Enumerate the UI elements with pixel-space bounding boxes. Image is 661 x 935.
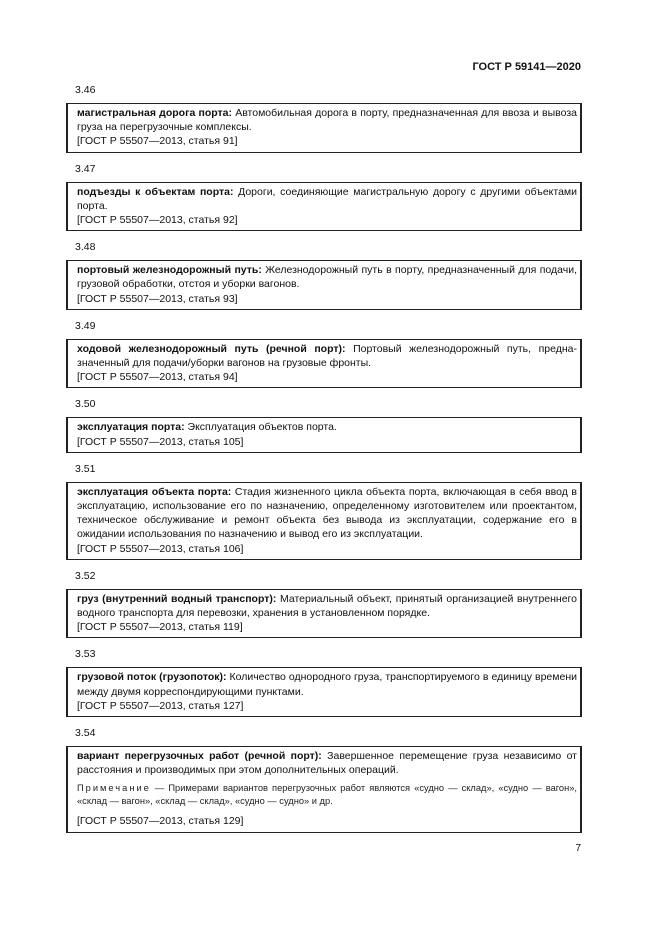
term-entry [66, 398, 582, 452]
term-reference: [ГОСТ Р 55507—2013, статья 94] [77, 371, 238, 384]
term-definition: Материальный объект, принятый организацией внутреннего водного транспорта для перевозки, хранения в установленном порядке. [77, 592, 577, 620]
term-reference: [ГОСТ Р 55507—2013, статья 127] [77, 699, 244, 712]
term-number: 3.48 [75, 241, 96, 254]
term-definition: Количество однородного груза, транспортируемого в единицу времени между двумя корреспондирующими пунктами. [77, 671, 577, 698]
term-title: ходовой железнодорожный путь (речной порт): [77, 342, 346, 355]
term-number: 3.53 [75, 648, 96, 661]
term-definition: Автомобильная дорога в порту, предназначенная для ввоза и вывоза груза на перегрузочные комплексы. [77, 107, 577, 134]
term-reference: [ГОСТ Р 55507—2013, статья 92] [77, 214, 238, 227]
term-box [66, 746, 582, 833]
term-box [66, 589, 582, 639]
term-title: вариант перегрузочных работ (речной порт): [77, 750, 322, 763]
term-number: 3.54 [75, 727, 96, 740]
term-reference: [ГОСТ Р 55507—2013, статья 93] [77, 292, 238, 305]
term-reference: [ГОСТ Р 55507—2013, статья 105] [77, 435, 244, 448]
term-reference: [ГОСТ Р 55507—2013, статья 91] [77, 135, 238, 148]
note-text: — Примерами вариантов перегрузочных работ являются «судно — склад», «судно — вагон», «склад — вагон», «склад — склад», «судно — судно» и др. [77, 783, 577, 807]
term-number: 3.46 [75, 84, 96, 96]
term-entry [66, 320, 582, 389]
term-definition: Железнодорожный путь в порту, предназначенный для подачи, грузовой обработки, отстоя и уборки вагонов. [77, 264, 577, 291]
term-entry [66, 727, 582, 833]
term-title: магистральная дорога порта: [77, 107, 232, 119]
term-definition: Дороги, соединяющие магистральную дорогу с другими объектами порта. [77, 185, 577, 212]
term-entry [66, 570, 582, 639]
document-id: ГОСТ Р 59141—2020 [472, 61, 581, 73]
term-entry [66, 241, 582, 310]
term-entry [66, 163, 582, 232]
term-entry [66, 84, 582, 153]
term-definition: Портовый железнодорожный путь, предназначенный для подачи/уборки вагонов на грузовые фронты. [77, 342, 577, 370]
term-number: 3.50 [75, 398, 96, 411]
term-entry [66, 463, 582, 560]
term-box [66, 417, 582, 452]
term-number: 3.51 [75, 462, 96, 475]
term-note [77, 782, 577, 808]
term-box [66, 339, 582, 389]
term-title: эксплуатация порта: [77, 421, 185, 434]
page-number: 7 [575, 843, 581, 854]
terms-list [66, 84, 582, 843]
term-reference: [ГОСТ Р 55507—2013, статья 119] [77, 621, 243, 634]
term-definition: Эксплуатация объектов порта. [184, 421, 337, 434]
term-reference: [ГОСТ Р 55507—2013, статья 129] [77, 815, 244, 828]
term-definition: Стадия жизненного цикла объекта порта, включающая в себя ввод в эксплуатацию, использование его по назначению, определенному изготовителем или проектантом, техническое обслуживание и ремонт объекта без вывода из эксплуатации, содержание его в ожидании использования по назначению и вывод его из эксплуатации. [77, 485, 577, 541]
term-title: подъезды к объектам порта: [77, 185, 234, 198]
term-title: грузовой поток (грузопоток): [77, 671, 227, 684]
term-box [66, 482, 582, 560]
term-definition: Завершенное перемещение груза независимо от расстояния и производимых при этом дополнительных операций. [77, 750, 577, 777]
term-number: 3.47 [75, 162, 96, 175]
term-title: груз (внутренний водный транспорт): [77, 592, 277, 605]
term-box [66, 667, 582, 717]
term-title: эксплуатация объекта порта: [77, 485, 232, 498]
term-number: 3.52 [75, 569, 96, 582]
term-box [66, 182, 582, 232]
term-entry [66, 648, 582, 717]
term-reference: [ГОСТ Р 55507—2013, статья 106] [77, 542, 244, 555]
note-label: Примечание [77, 783, 151, 794]
term-number: 3.49 [75, 319, 96, 332]
term-title: портовый железнодорожный путь: [77, 264, 262, 277]
term-box [66, 260, 582, 310]
term-box [66, 103, 582, 153]
